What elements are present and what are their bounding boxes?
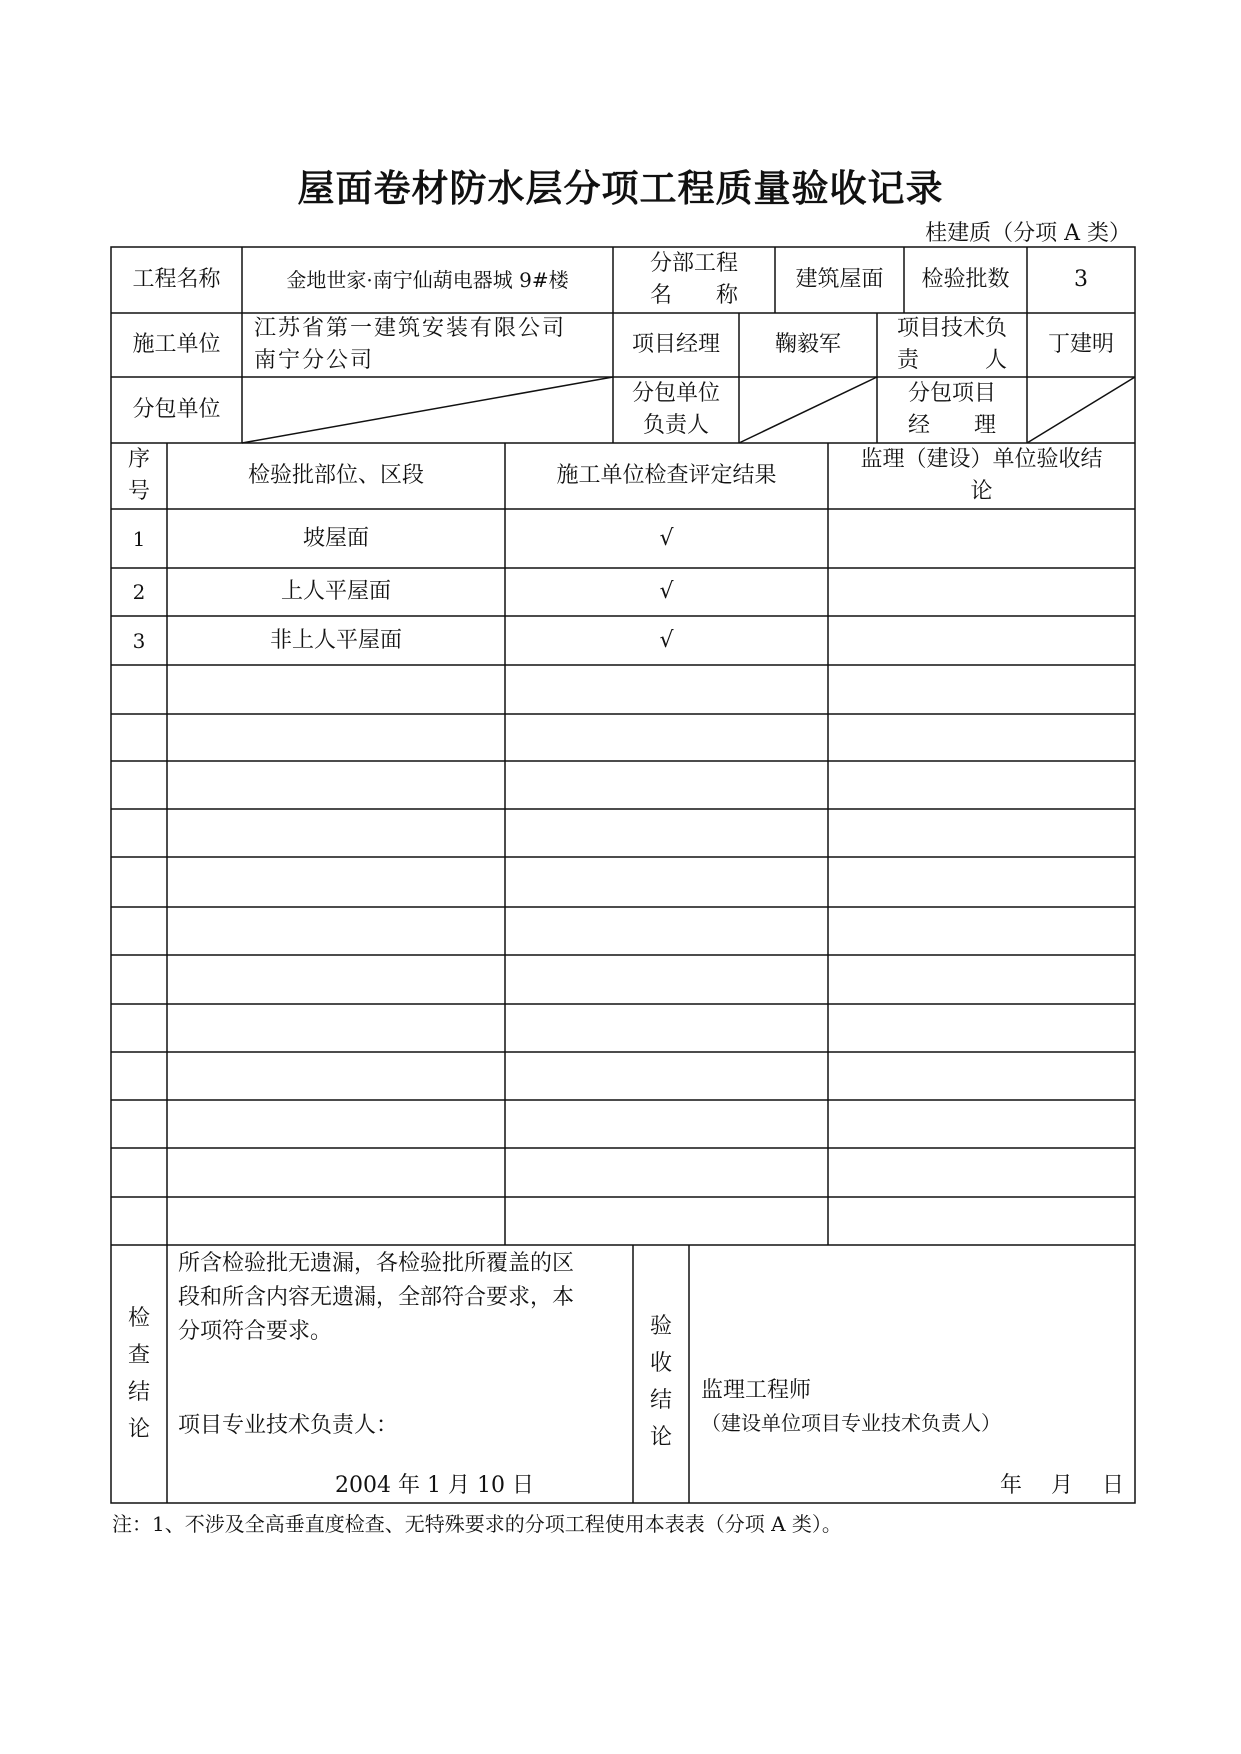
col-header-supervision — [828, 443, 1135, 509]
accept-label-char: 验 — [649, 1314, 672, 1339]
table-row-no: 3 — [132, 628, 146, 653]
sub-pm-label — [877, 377, 1027, 443]
table-row-no: 1 — [132, 526, 146, 551]
table-row-location: 上人平屋面 — [280, 579, 391, 604]
batch-count-label: 检验批数 — [921, 267, 1010, 292]
col-header-no-line-1: 序 — [127, 447, 150, 472]
form-code: 桂建质（分项 A 类） — [925, 221, 1131, 246]
acceptance-conclusion-label — [633, 1245, 689, 1503]
table-row-no: 2 — [132, 580, 146, 604]
division-value: 建筑屋面 — [795, 267, 884, 292]
check-conclusion-text — [178, 1247, 574, 1349]
tech-lead-label — [877, 313, 1027, 377]
division-label-line-2: 名 称 — [649, 283, 738, 308]
table-row-location: 非上人平屋面 — [269, 627, 402, 653]
tech-lead-label-line-2: 责 人 — [896, 348, 1007, 373]
check-text-line-2: 段和所含内容无遗漏，全部符合要求，本 — [178, 1285, 575, 1310]
contractor-value — [242, 313, 613, 377]
acceptance-date: 年 月 日 — [1000, 1473, 1124, 1498]
accept-label-char: 论 — [649, 1425, 672, 1450]
check-label-char: 查 — [127, 1343, 150, 1368]
division-label — [613, 247, 775, 313]
supervisor-label: 监理工程师 — [701, 1378, 812, 1403]
check-text-line-3: 分项符合要求。 — [178, 1319, 333, 1344]
contractor-value-line-2: 南宁分公司 — [254, 348, 375, 373]
table-row-result: √ — [659, 525, 674, 551]
sub-pm-label-line-2: 经 理 — [907, 413, 996, 438]
project-name-value: 金地世家·南宁仙葫电器城 9#楼 — [286, 268, 569, 292]
batch-count-value: 3 — [1074, 267, 1088, 292]
table-row-result: √ — [659, 627, 674, 653]
check-label-char: 论 — [127, 1417, 150, 1442]
tech-lead-label-line-1: 项目技术负 — [896, 316, 1007, 341]
check-date: 2004 年 1 月 10 日 — [335, 1473, 534, 1498]
check-label-char: 检 — [127, 1306, 150, 1331]
check-conclusion-label — [111, 1245, 167, 1503]
col-header-result: 施工单位检查评定结果 — [556, 463, 777, 488]
project-name-label: 工程名称 — [132, 267, 221, 292]
col-header-supervision-line-1: 监理（建设）单位验收结 — [860, 447, 1103, 472]
accept-label-char: 结 — [649, 1388, 672, 1413]
footnote: 注：1、不涉及全高垂直度检查、无特殊要求的分项工程使用本表表（分项 A 类）。 — [112, 1512, 842, 1536]
sub-contractor-label: 分包单位 — [132, 397, 221, 422]
contractor-label: 施工单位 — [132, 332, 221, 357]
table-row-result: √ — [659, 579, 674, 604]
col-header-location: 检验批部位、区段 — [247, 463, 424, 488]
tech-lead-signature: 项目专业技术负责人： — [178, 1413, 399, 1438]
sub-lead-label — [613, 377, 739, 443]
division-label-line-1: 分部工程 — [649, 251, 738, 276]
col-header-supervision-line-2: 论 — [970, 479, 993, 504]
col-header-no — [111, 443, 167, 509]
pm-value: 鞠毅军 — [774, 332, 841, 357]
sub-pm-label-line-1: 分包项目 — [907, 381, 996, 406]
col-header-no-line-2: 号 — [127, 479, 150, 504]
contractor-value-line-1: 江苏省第一建筑安装有限公司 — [254, 316, 567, 341]
check-label-char: 结 — [127, 1380, 150, 1405]
sub-lead-label-line-2: 负责人 — [642, 413, 709, 438]
pm-label: 项目经理 — [631, 332, 720, 357]
table-row-location: 坡屋面 — [302, 525, 369, 551]
sub-lead-label-line-1: 分包单位 — [631, 381, 720, 406]
page-title: 屋面卷材防水层分项工程质量验收记录 — [297, 166, 944, 210]
tech-lead-value: 丁建明 — [1047, 332, 1114, 357]
accept-label-char: 收 — [649, 1351, 672, 1376]
check-text-line-1: 所含检验批无遗漏，各检验批所覆盖的区 — [178, 1251, 575, 1276]
supervisor-note: （建设单位项目专业技术负责人） — [701, 1411, 1001, 1435]
